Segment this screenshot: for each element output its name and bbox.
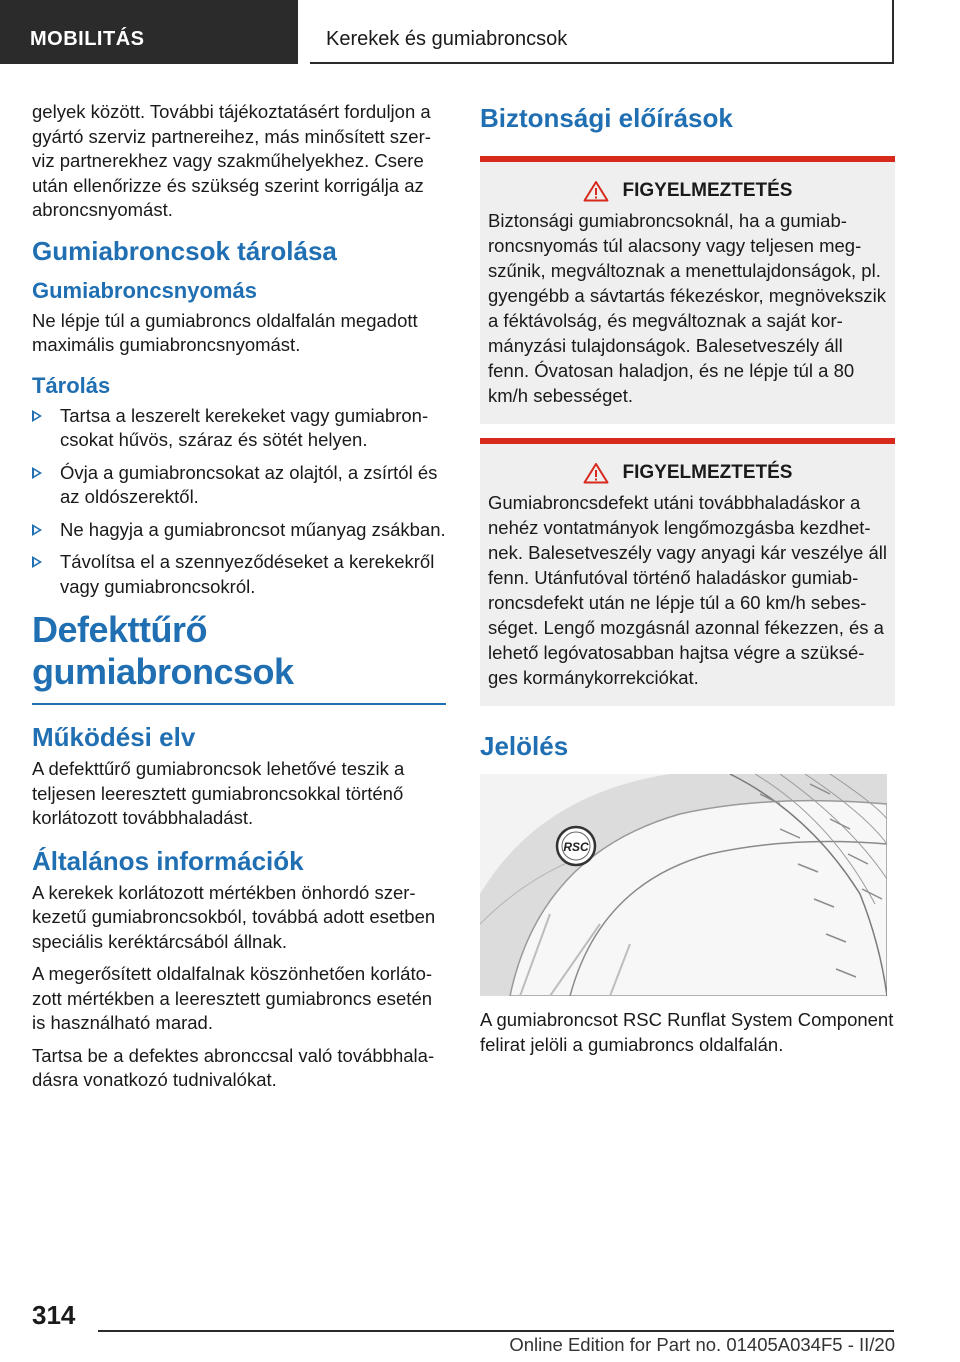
list-item [32, 550, 446, 599]
storing-list [32, 404, 446, 600]
warning-title: FIGYELMEZTETÉS [622, 462, 793, 483]
warning-box [480, 438, 895, 706]
storing-heading: Tárolás [32, 372, 111, 398]
safety-heading: Biztonsági előírások [480, 103, 733, 133]
list-item-text: Tartsa a leszerelt kerekeket vagy gumiabroncsokat hűvös, száraz és sötét helyen. [60, 404, 429, 450]
section-tab: MOBILITÁS [0, 0, 298, 64]
chapter-title: Kerekek és gumiabroncsok [310, 0, 894, 64]
list-item [32, 404, 446, 453]
general-text-1: A kerekek korlátozott mértékben önhordó szerkezetű gumiabroncsokból, továbbá adott esetben speciális keréktárcsából állnak. [32, 881, 436, 952]
runflat-tire-image [480, 774, 887, 996]
pressure-text: Ne lépje túl a gumiabroncs oldalfalán megadott maximális gumiabroncsnyomást. [32, 309, 418, 355]
list-item [32, 518, 446, 543]
image-caption: A gumiabroncsot RSC Runflat System Component felirat jelöli a gumiabroncs oldalfalán. [480, 1009, 894, 1055]
bullet-triangle-icon [32, 410, 42, 422]
general-text-2: A megerősített oldalfalnak köszönhetően korlátozott mértékben a leeresztett gumiabroncs esetén is használható marad. [32, 963, 433, 1033]
rsc-logo-text: RSC [563, 840, 589, 854]
intro-paragraph: gelyek között. További tájékoztatásért forduljon a gyártó szerviz partnereihez, más minősített szerviz partnerekhez vagy szakműhelyekhez. Csere után ellenőrizze és szükség szerint korrigálja az abroncsnyomást. [32, 101, 431, 220]
general-text-3: Tartsa be a defektes abronccsal való továbbhaladásra vonatkozó tudnivalókat. [32, 1044, 435, 1090]
warning-title: FIGYELMEZTETÉS [622, 180, 793, 201]
right-column [480, 100, 895, 1065]
bullet-triangle-icon [32, 556, 42, 568]
general-heading: Általános információk [32, 845, 304, 876]
pressure-heading: Gumiabroncsnyomás [32, 277, 257, 303]
list-item-text: Óvja a gumiabroncsokat az olajtól, a zsírtól és az oldószerektől. [60, 461, 438, 507]
runflat-heading: Defekttűrő gumiabroncsok [32, 609, 446, 705]
warning-text: Biztonsági gumiabroncsoknál, ha a gumiabroncsnyomás túl alacsony vagy teljesen megszűnik, megváltoznak a menettulajdonságok, pl. gyengébb a sávtartás fékezéskor, megnövekszik a féktávolság, és megváltoznak a saját kormányzási tulajdonságok. Balesetveszély áll fenn. Óvatosan haladjon, és ne lépje túl a 80 km/h sebességet. [488, 210, 886, 406]
principle-heading: Működési elv [32, 722, 196, 752]
marking-heading: Jelölés [480, 731, 569, 761]
warning-box [480, 156, 895, 424]
warning-text: Gumiabroncsdefekt utáni továbbhaladáskor a nehéz vontatmányok lengőmozgásba kezdhetnek. Balesetveszély vagy anyagi kár veszélye áll fenn. Utánfutóval történő haladáskor gumiabroncsdefekt után ne lépje túl a 60 km/h sebességet. Lengő mozgásnál azonnal fékezzen, és a lehető legóvatosabban hajtsa végre a szükséges kormánykorrekciókat. [488, 492, 887, 688]
page-number: 314 [32, 1300, 76, 1330]
warning-triangle-icon [583, 462, 609, 484]
storage-heading: Gumiabroncsok tárolása [32, 235, 337, 266]
list-item [32, 461, 446, 510]
page-header [0, 0, 960, 66]
warning-triangle-icon [583, 180, 609, 202]
footer-divider [98, 1330, 894, 1332]
edition-note: Online Edition for Part no. 01405A034F5 - II/20 [509, 1334, 895, 1355]
bullet-triangle-icon [32, 524, 42, 536]
bullet-triangle-icon [32, 467, 42, 479]
left-column [32, 100, 446, 1101]
list-item-text: Ne hagyja a gumiabroncsot műanyag zsákban. [60, 518, 446, 540]
principle-text: A defekttűrő gumiabroncsok lehetővé teszik a teljesen leeresztett gumiabroncsokkal történő korlátozott továbbhaladást. [32, 758, 405, 828]
list-item-text: Távolítsa el a szennyeződéseket a kerekekről vagy gumiabroncsokról. [60, 551, 435, 597]
